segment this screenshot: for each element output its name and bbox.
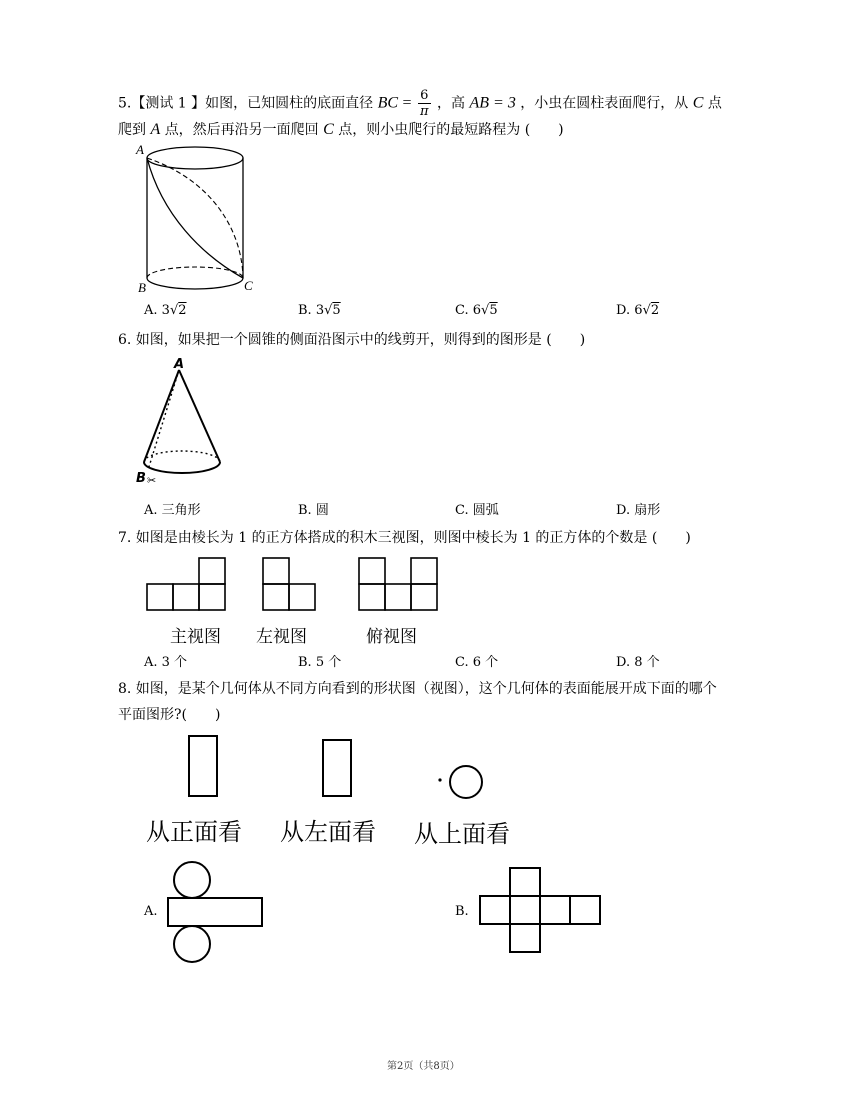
- q5-option-a-coef: 3: [161, 303, 170, 318]
- q5-ab: AB = 3: [469, 94, 516, 112]
- label-A: A: [136, 142, 144, 157]
- q8-front-view-rect: [189, 736, 217, 796]
- q5-text3: ，小虫在圆柱表面爬行，从: [520, 95, 689, 112]
- three-views-figure: [145, 556, 465, 616]
- path-back-dashed: [147, 158, 243, 278]
- front-view-drawing: [147, 558, 225, 610]
- q8-option-b-net[interactable]: [476, 866, 606, 956]
- q8-option-a-letter[interactable]: A.: [144, 904, 158, 919]
- q8-left-view-label: 从左面看: [280, 818, 376, 846]
- q5-line2a: 爬到: [118, 122, 146, 138]
- q5-option-b-rad: 5: [332, 303, 341, 318]
- q5-bc: BC: [377, 94, 399, 112]
- cylinder-top-ellipse: [147, 147, 243, 169]
- q7-option-b[interactable]: B. 5 个: [298, 655, 342, 670]
- q7-text: 7. 如图是由棱长为 1 的正方体搭成的积木三视图，则图中棱长为 1 的正方体的个数是 ( ): [118, 530, 691, 546]
- label-C: C: [244, 278, 253, 293]
- q5-text1: 如图，已知圆柱的底面直径: [205, 95, 374, 112]
- net-a-rect: [168, 898, 262, 926]
- page-footer: 第2页（共8页）: [387, 1061, 460, 1072]
- left-view-label: 左视图: [256, 627, 307, 647]
- q5-option-b-letter: B.: [298, 303, 312, 318]
- q5-a1: A: [150, 121, 161, 138]
- cylinder-bottom-front: [147, 278, 243, 289]
- cone-base-front: [144, 462, 220, 473]
- q6-text: 6. 如图，如果把一个圆锥的侧面沿图示中的线剪开，则得到的图形是 ( ): [118, 332, 586, 348]
- front-view-label: 主视图: [170, 627, 221, 647]
- q5-option-a-rad: 2: [178, 303, 187, 318]
- q5-option-a-letter: A.: [144, 303, 158, 318]
- cone-right-side: [179, 370, 220, 462]
- net-b-squares: [480, 868, 600, 952]
- q5-option-d-letter: D.: [616, 303, 631, 318]
- q6-option-a[interactable]: A. 三角形: [144, 503, 201, 518]
- q5-line1: [118, 88, 722, 119]
- q5-eq: =: [402, 94, 412, 112]
- q5-option-b-coef: 3: [315, 303, 325, 318]
- q5-option-d[interactable]: D. 6√2: [616, 303, 660, 318]
- net-a-bottom-circle: [174, 926, 210, 962]
- q5-option-c-letter: C.: [455, 303, 469, 318]
- q8-left-view-rect: [323, 740, 351, 796]
- cone-label-B: B: [136, 471, 146, 486]
- q8-front-view-label: 从正面看: [146, 818, 242, 846]
- q6-option-c[interactable]: C. 圆弧: [455, 503, 499, 518]
- q8-line2: 平面图形?( ): [118, 707, 221, 723]
- q8-option-a-net[interactable]: [164, 858, 274, 988]
- net-a-top-circle: [174, 862, 210, 898]
- q5-option-c[interactable]: C. 6√5: [455, 303, 498, 318]
- q8-top-view-dot: [438, 778, 441, 781]
- q5-option-a[interactable]: A. 3√2: [144, 303, 187, 318]
- q7-option-c[interactable]: C. 6 个: [455, 655, 499, 670]
- left-view-drawing: [263, 558, 315, 610]
- q5-tag: 【测试 1 】: [131, 95, 206, 112]
- q5-c1: C: [692, 94, 704, 112]
- q8-views-figure: [180, 732, 500, 812]
- q8-top-view-label: 从上面看: [414, 820, 510, 848]
- q5-line2b: 点，然后再沿另一面爬回: [164, 122, 319, 138]
- q7-option-d[interactable]: D. 8 个: [616, 655, 660, 670]
- cone-left-side: [144, 370, 179, 462]
- label-B: B: [138, 280, 146, 295]
- q7-option-a[interactable]: A. 3 个: [144, 655, 188, 670]
- cone-label-A: A: [174, 357, 185, 372]
- q5-option-d-rad: 2: [650, 303, 660, 318]
- q5-text2: ，高: [437, 95, 466, 112]
- q8-top-view-circle: [450, 766, 482, 798]
- cone-base-back: [144, 451, 220, 462]
- q5-option-c-rad: 5: [489, 303, 498, 318]
- q8-option-b-letter[interactable]: B.: [455, 904, 469, 919]
- q5-c2: C: [323, 121, 334, 138]
- q5-frac-num: 6: [418, 88, 431, 104]
- q8-line1: 8. 如图，是某个几何体从不同方向看到的形状图（视图），这个几何体的表面能展开成下面的哪个: [118, 681, 717, 697]
- q5-line2: [118, 120, 564, 140]
- q5-text4: 点: [707, 95, 722, 112]
- q5-option-b[interactable]: B. 3√5: [298, 303, 341, 318]
- q6-option-d[interactable]: D. 扇形: [616, 503, 661, 518]
- top-view-label: 俯视图: [366, 627, 417, 647]
- top-view-drawing: [359, 558, 437, 610]
- q5-frac-den: π: [420, 104, 429, 119]
- q5-fraction: [418, 88, 431, 119]
- cylinder-figure: [132, 140, 262, 295]
- cone-figure: [132, 358, 232, 488]
- q5-number: 5.: [118, 95, 132, 112]
- q5-option-c-coef: 6: [472, 303, 482, 318]
- path-front-solid: [147, 158, 243, 278]
- scissors-icon: ✂: [147, 474, 157, 487]
- q5-option-d-coef: 6: [634, 303, 643, 318]
- q6-option-b[interactable]: B. 圆: [298, 503, 329, 518]
- q5-line2c: 点，则小虫爬行的最短路程为 ( ): [338, 122, 564, 138]
